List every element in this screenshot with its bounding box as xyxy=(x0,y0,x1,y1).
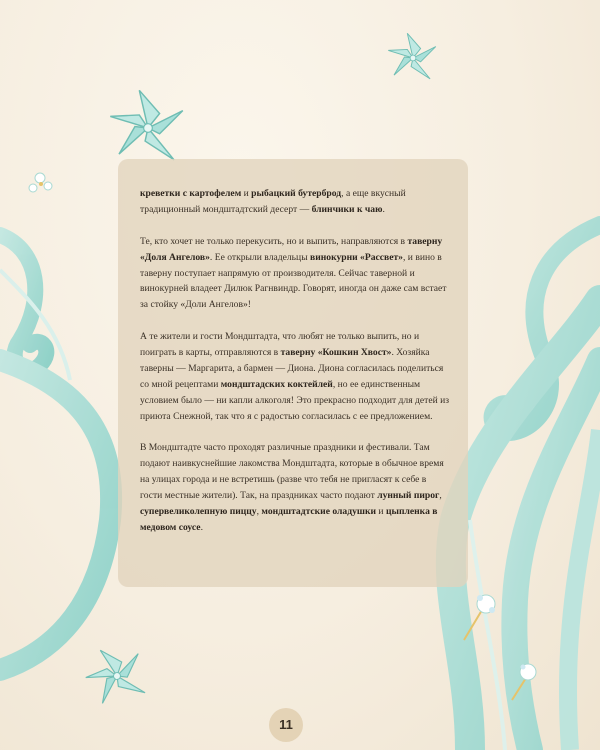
bold-term: лунный пирог xyxy=(377,490,440,502)
bold-term: винокурни «Рассвет» xyxy=(310,251,403,263)
white-blossom-icon xyxy=(29,173,52,192)
bold-term: креветки с картофелем xyxy=(140,188,242,199)
paragraph xyxy=(140,186,450,218)
bold-term: цыпленка в медовом соусе xyxy=(140,506,438,533)
bold-term: мондштадских коктейлей xyxy=(220,378,333,390)
bold-term: таверну «Кошкин Хвост» xyxy=(280,347,392,359)
text-run: . xyxy=(200,521,203,533)
paragraph xyxy=(140,440,450,535)
bold-term: блинчики к чаю xyxy=(311,203,383,215)
text-run: . Ее открыли владельцы xyxy=(209,251,311,263)
text-run: , а еще вкусный традиционный мондштадтский десерт — xyxy=(140,188,406,215)
windwheel-aster-flower-icon xyxy=(110,90,183,160)
text-run: . xyxy=(382,203,385,215)
body-text xyxy=(140,186,450,552)
paragraph xyxy=(140,234,450,314)
text-run: В Мондштадте часто проходят различные праздники и фестивали. Там подают наивкуснейшие лакомства Мондштадта, которые в обычное время на улицах города и не встретишь (разве что тебя не пригласят к себе в гости местные жители). Так, на праздниках часто подают xyxy=(140,442,444,502)
bold-term: рыбацкий бутерброд xyxy=(251,188,342,199)
text-run: А те жители и гости Мондштадта, что любят не только выпить, но и поиграть в карты, отправляются в xyxy=(140,331,420,359)
text-run: Те, кто хочет не только перекусить, но и выпить, направляются в xyxy=(140,235,408,247)
bold-term: мондштадтские оладушки xyxy=(261,506,377,518)
text-run: , xyxy=(256,506,262,518)
page-number: 11 xyxy=(269,708,303,742)
left-ribbon-swirl xyxy=(0,235,111,670)
text-run: . Хозяйка таверны — Маргарита, а бармен — Диона. Диона согласилась поделиться со мной рецептами xyxy=(140,347,444,390)
windwheel-aster-flower-icon xyxy=(79,638,152,710)
windwheel-aster-flower-icon xyxy=(388,33,436,79)
text-run: , но ее единственным условием было — ни капли алкоголя! Это прекрасно подходит для детей из приюта Снежной, так что я с радостью согласилась с ее предложением. xyxy=(140,378,450,422)
bold-term: таверну «Доля Ангелов» xyxy=(140,235,443,263)
text-run: и xyxy=(376,506,386,518)
paragraph xyxy=(140,329,450,424)
text-run: , и вино в таверну поступает напрямую от производителя. Сейчас таверной и винокурней владеет Дилюк Рагнвиндр. Говорят, иногда он даже сам встает за стойку «Доли Ангелов»! xyxy=(140,251,447,311)
text-run: и xyxy=(241,188,252,199)
bold-term: супервеликолепную пиццу xyxy=(140,506,257,518)
text-run: , xyxy=(439,490,442,502)
